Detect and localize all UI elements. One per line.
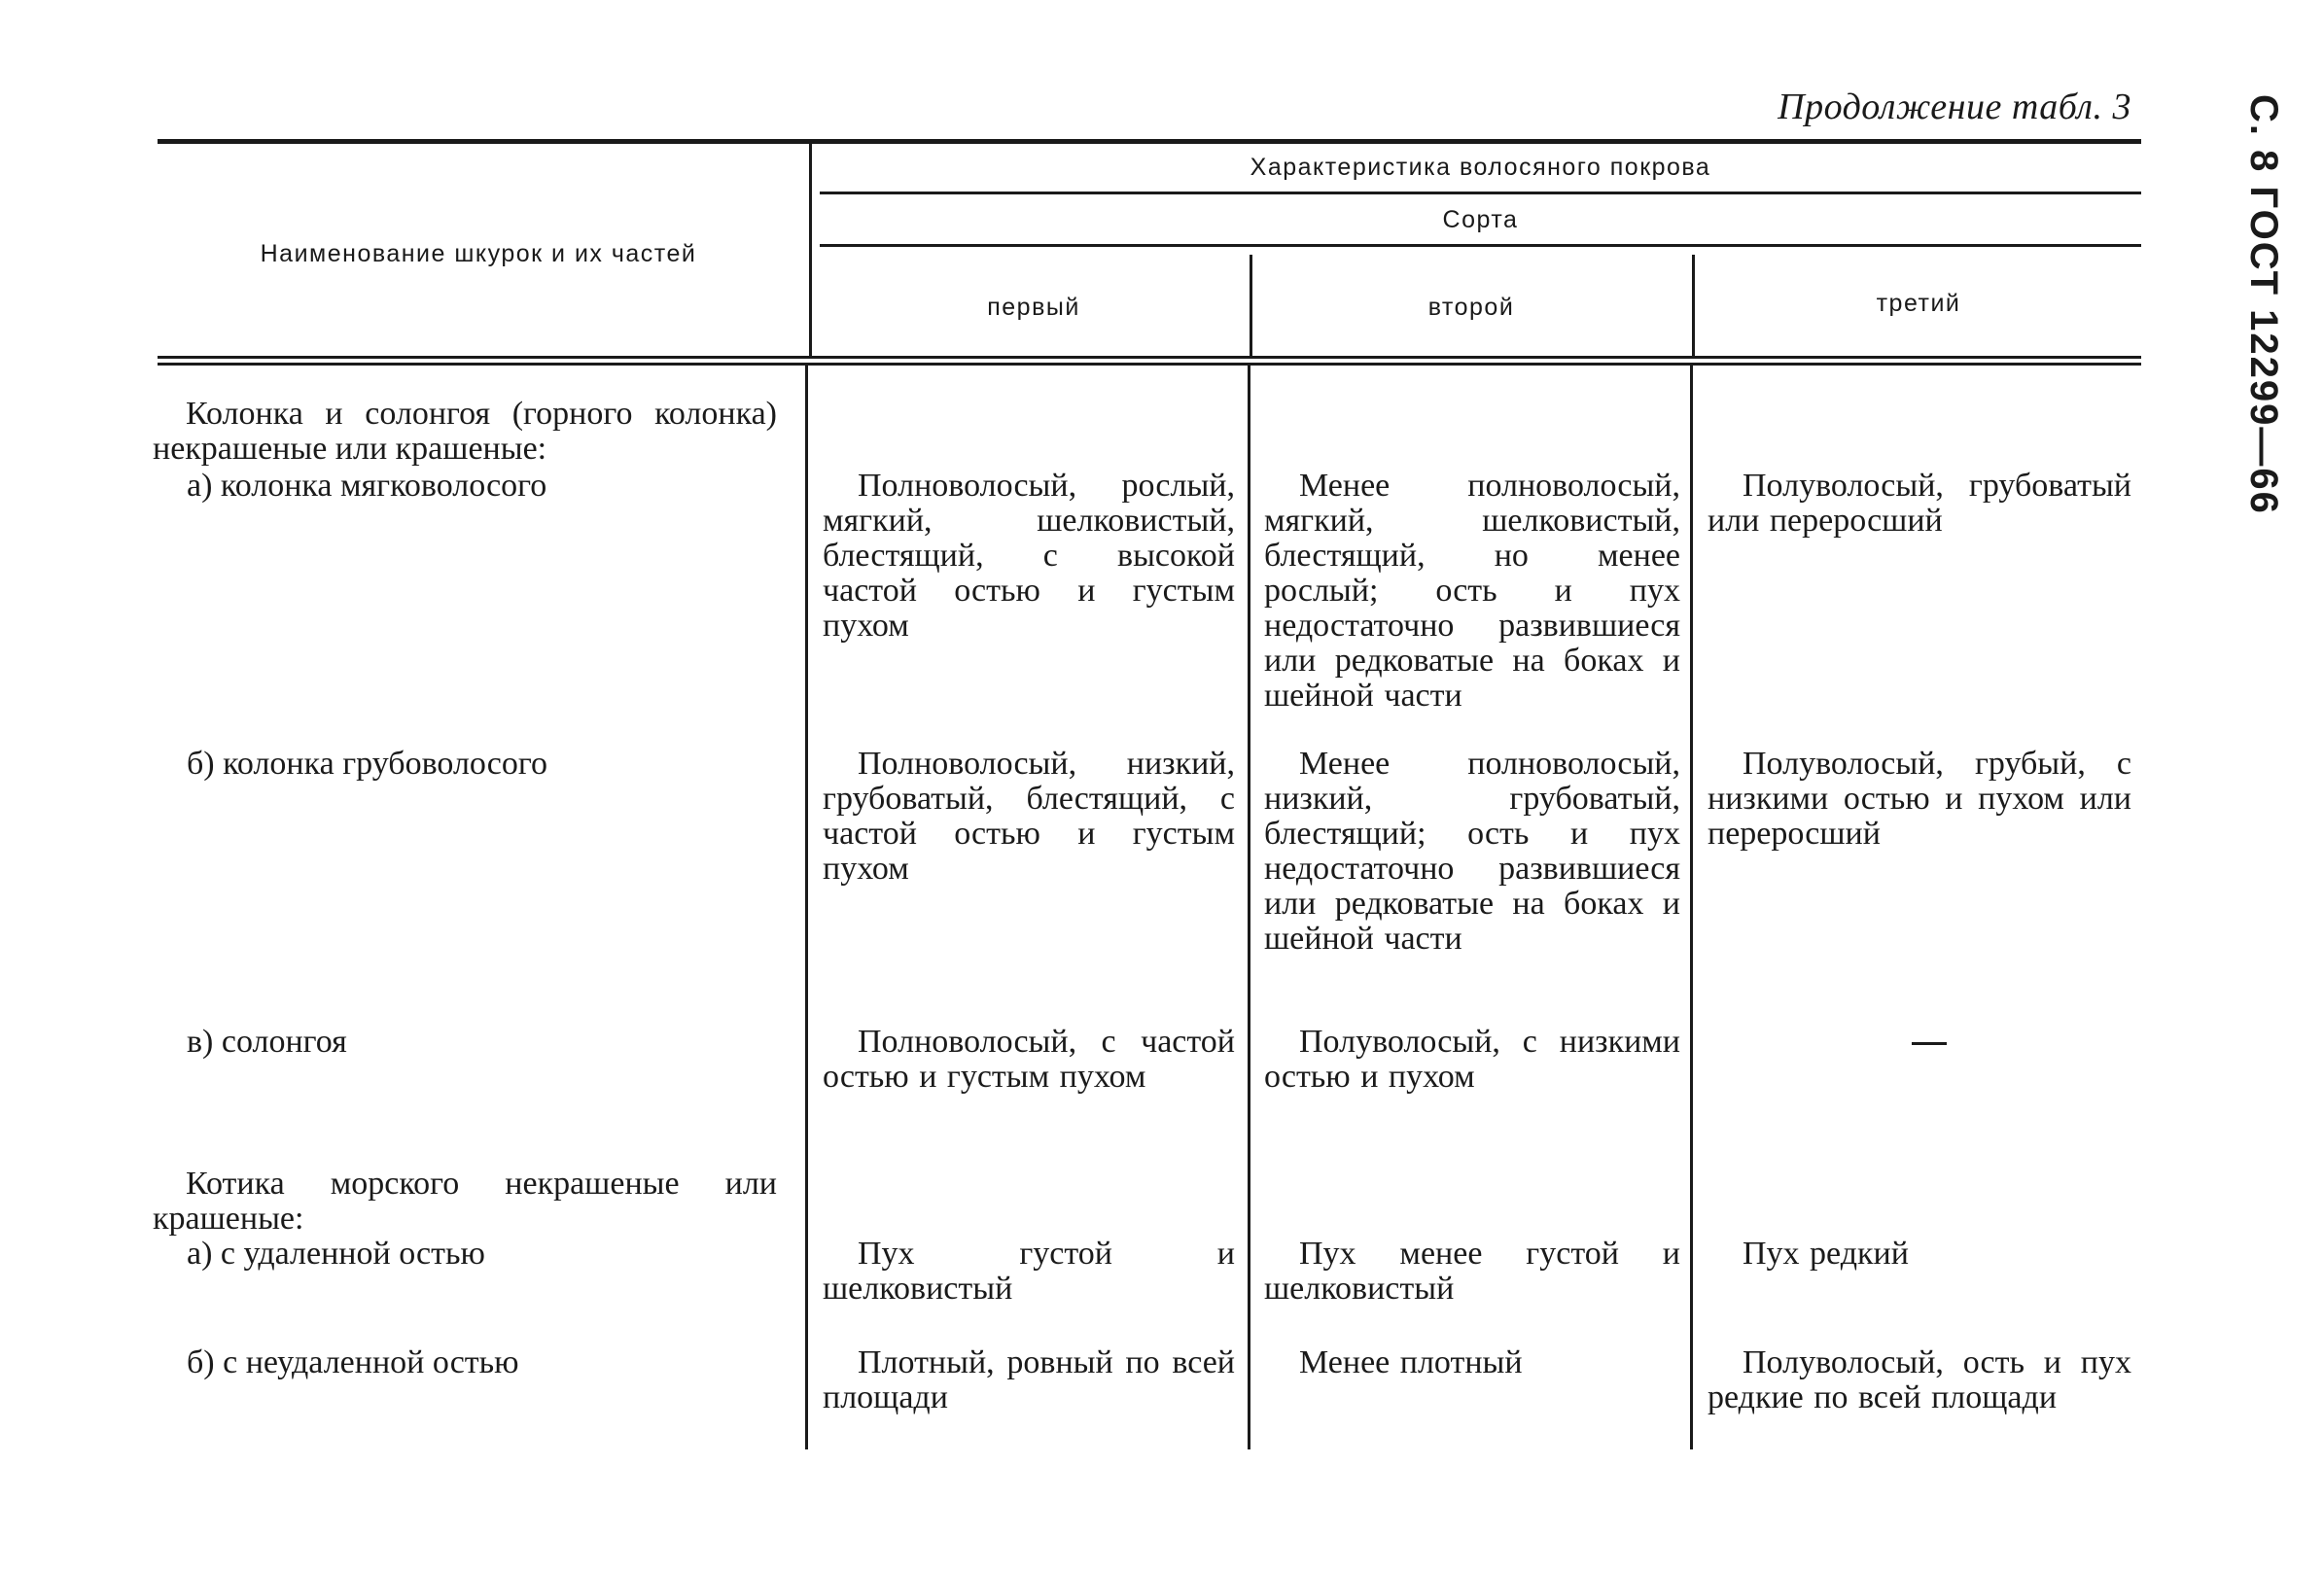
column-header-grade-2: второй: [1427, 294, 1515, 321]
grade-2-description: Менее полноволосый, низкий, грубоватый, блестящий; ость и пух недостаточно развившиеся или редковатые на боках и шейной части: [1264, 746, 1680, 957]
grade-3-description: Полуволосый, грубый, с низкими остью и пухом или переросший: [1708, 746, 2131, 852]
grade-1-description: Полноволосый, низкий, грубоватый, блестящий, с частой остью и густым пухом: [823, 746, 1235, 887]
grade-2-description: Менее полноволосый, мягкий, шелковистый, блестящий, но менее рослый; ость и пух недостаточно развившиеся или редковатые на боках и шейной части: [1264, 468, 1680, 714]
column-divider-grade2-body: [1690, 366, 1693, 1449]
column-divider-name-body: [805, 366, 808, 1449]
row-name: б) колонка грубоволосого: [187, 746, 547, 782]
header-bottom-rule-1: [158, 356, 2141, 359]
row-name: в) солонгоя: [187, 1024, 347, 1060]
header-bottom-rule-2: [158, 363, 2141, 366]
grade-1-description: Полноволосый, рослый, мягкий, шелковистый, блестящий, с высокой частой остью и густым пухом: [823, 468, 1235, 644]
grade-3-description: Полуволосый, грубоватый или переросший: [1708, 468, 2131, 539]
row-name: а) с удаленной остью: [187, 1236, 485, 1272]
grade-1-description: Плотный, ровный по всей площади: [823, 1344, 1235, 1415]
standard-code-text: С. 8 ГОСТ 12299—66: [2242, 94, 2285, 515]
row-name: а) колонка мягковолосого: [187, 468, 547, 504]
grade-2-description: Пух менее густой и шелковистый: [1264, 1236, 1680, 1307]
column-header-grade-1: первый: [987, 294, 1080, 321]
grade-3-description: Полуволосый, ость и пух редкие по всей площади: [1708, 1344, 2131, 1415]
table-top-rule: [158, 139, 2141, 144]
section-title: Колонка и солонгоя (горного колонка) некрашеные или крашеные:: [153, 396, 777, 467]
grade-1-description: Пух густой и шелковистый: [823, 1236, 1235, 1307]
subheader-rule: [820, 244, 2141, 247]
grade-2-description: Полуволосый, с низкими остью и пухом: [1264, 1024, 1680, 1095]
section-title: Котика морского некрашеные или крашеные:: [153, 1166, 777, 1237]
column-header-name: Наименование шкурок и их частей: [260, 240, 697, 267]
group-header-rule: [820, 192, 2141, 194]
grade-2-description: Менее плотный: [1299, 1344, 1523, 1380]
column-divider-name: [809, 144, 812, 356]
column-divider-grade1-body: [1248, 366, 1250, 1449]
column-header-group: Характеристика волосяного покрова: [1250, 154, 1711, 181]
grade-3-description: Пух редкий: [1743, 1236, 1909, 1272]
grade-1-description: Полноволосый, с частой остью и густым пухом: [823, 1024, 1235, 1095]
row-name: б) с неудаленной остью: [187, 1344, 519, 1380]
grade-3-empty-dash: [1912, 1042, 1947, 1045]
column-header-grades: Сорта: [1442, 206, 1519, 233]
column-header-grade-3: третий: [1876, 290, 1961, 317]
table-continuation-caption: Продолжение табл. 3: [1778, 87, 2131, 127]
standard-code-label: [2236, 94, 2285, 515]
